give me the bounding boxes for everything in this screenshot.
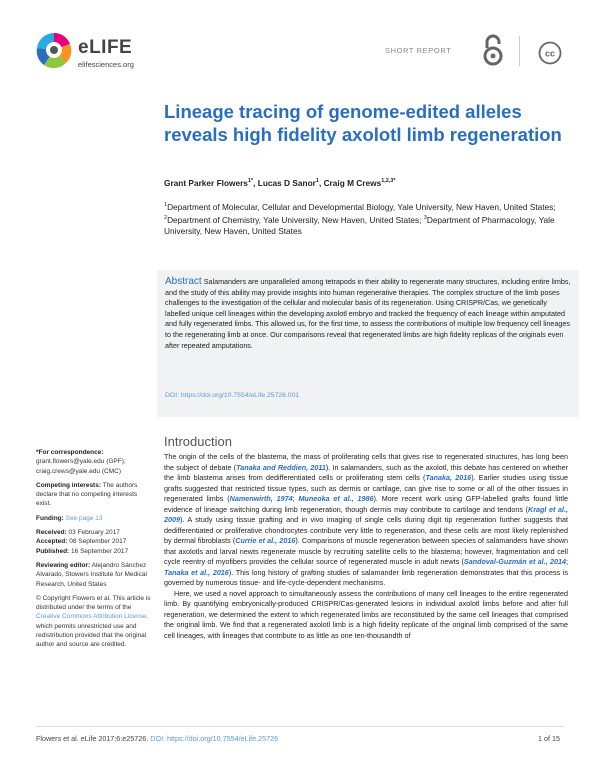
footer-citation-text: Flowers et al. eLife 2017;6:e25726. (36, 734, 149, 743)
header-divider (519, 36, 520, 66)
license-link[interactable]: Creative Commons Attribution License, (36, 613, 149, 621)
affiliation-text: Department of Pharmacology, Yale University, New Haven, United States (164, 214, 555, 237)
copyright-icon: © (36, 594, 41, 602)
published-date: 16 September 2017 (71, 547, 129, 555)
brand-url: elifesciences.org (78, 60, 134, 69)
reviewing-editor-label: Reviewing editor: (36, 561, 91, 569)
intro-text: ). More recent work using GFP-labelled grafts found little evidence of lineage switching during limb regeneration, though dermis may contribute to cartilage and tendons ( (164, 494, 568, 514)
intro-paragraph-1 (164, 452, 568, 589)
citation-link[interactable]: Tanaka, 2016 (425, 473, 472, 482)
author-affiliation-mark: 1 (315, 178, 319, 185)
received-date: 03 February 2017 (68, 529, 120, 537)
page-number: 1 of 15 (538, 734, 560, 743)
abstract-label: Abstract (165, 276, 202, 287)
copyright-text: Copyright Flowers et al. This article is distributed under the terms of the (36, 594, 151, 612)
introduction-body (164, 452, 568, 641)
intro-text: ). A study using tissue grafting and in vivo imaging of single cells during digit tip regeneration further suggests that dedifferentiated or proliferative chondrocytes contribute very little to regeneration, and these cells are most likely replenished by dermal fibroblasts ( (164, 515, 568, 545)
footer-rule (36, 726, 564, 727)
citation-link[interactable]: Sandoval-Guzmán et al., 2014 (463, 557, 566, 566)
creative-commons-icon (538, 41, 562, 65)
competing-interests-text: The authors declare that no competing interests exist. (36, 481, 138, 508)
intro-text: ). This long history of grafting studies of salamander limb regeneration demonstrates that this process is governed by numerous tissue- and life-cycle-dependent mechanisms. (164, 567, 568, 587)
intro-text: ; (566, 557, 568, 566)
funding-link[interactable]: See page 13 (65, 514, 103, 522)
intro-text: ). Earlier studies using tissue grafts suggested that restricted tissue types, such as dermis or cartilage, can give rise to some or all of the other tissues in regenerated limbs ( (164, 473, 568, 503)
competing-interests-label: Competing interests: (36, 481, 102, 489)
citation-link[interactable]: Tanaka et al., 2016 (164, 567, 229, 577)
elife-logo-icon (34, 30, 74, 70)
accepted-label: Accepted: (36, 538, 68, 546)
footer-doi-link[interactable]: DOI: https://doi.org/10.7554/eLife.25726 (150, 734, 279, 743)
affiliation-mark: 1 (164, 202, 168, 208)
funding-label: Funding: (36, 514, 64, 522)
section-heading: Introduction (164, 434, 232, 449)
citation-link[interactable]: Namenwirth, 1974 (229, 494, 293, 503)
author-affiliation-mark: 1,2,3* (381, 178, 396, 185)
author-name[interactable]: Craig M Crews (323, 178, 382, 188)
abstract (165, 277, 573, 351)
svg-text:cc: cc (544, 48, 556, 59)
citation-link[interactable]: Muneoka et al., 1986 (298, 494, 374, 503)
published-label: Published: (36, 547, 70, 555)
correspondence-emails[interactable]: grant.flowers@yale.edu (GPF); craig.crews@yale.edu (CMC) (36, 458, 126, 475)
affiliation-text: Department of Chemistry, Yale University, New Haven, United States; (167, 214, 422, 225)
abstract-doi-link[interactable]: DOI: https://doi.org/10.7554/eLife.25726.001 (165, 392, 300, 399)
intro-paragraph-2: Here, we used a novel approach to simultaneously assess the contributions of many cell lineages to the entire regenerated limb. By quantifying embryonically-produced CRISPR/Cas-generated lesions in individual axolotl limbs before and after full regeneration, we determined the extent to which regenerated limbs are reconstituted by the same cell lineages that comprised the original limb. We find that a regenerated axolotl limb is a high fidelity replicate of the original limb comprised of the same cell lineages, with lineages that contribute to as little as one ten-thousandth of (164, 588, 568, 640)
accepted-date: 08 September 2017 (69, 538, 127, 546)
reviewing-editor-text: Alejandro Sánchez Alvarado, Stowers Institute for Medical Research, United States (36, 561, 147, 588)
citation-link[interactable]: Tanaka and Reddien, 2011 (236, 462, 326, 472)
intro-text: ). Comparisons of muscle regeneration between species of salamanders have shown that axolotls and larval newts regenerate muscle by recruiting satellite cells to the blastema; however, fragmentation and cell cycle reentry of myofibers provides the cellular source of regenerated muscle in adult newts ( (164, 536, 569, 566)
author-list: Grant Parker Flowers$^{1*}$, Lucas D Sanor$^1$, Craig M Crews$^{1,2,3*}$ (164, 178, 396, 188)
sidebar-metadata (36, 448, 152, 655)
open-access-icon (481, 34, 505, 66)
copyright-text-2: which permits unrestricted use and redistribution provided that the original author and source are credited. (36, 622, 147, 649)
citation-link[interactable]: Kragl et al., 2009 (164, 504, 568, 524)
citation-link[interactable]: Currie et al., 2016 (235, 536, 296, 545)
intro-text: ; (292, 494, 299, 503)
intro-text: The origin of the cells of the blastema, the mass of proliferating cells that gives rise to regenerated structures, has long been the subject of debate ( (164, 452, 568, 472)
footer-citation (36, 734, 278, 743)
received-label: Received: (36, 529, 67, 537)
affiliation-mark: 3 (423, 215, 427, 222)
article-title: Lineage tracing of genome-edited alleles reveals high fidelity axolotl limb regeneration (164, 101, 562, 145)
author-affiliation-mark: 1* (247, 178, 254, 185)
intro-text: ). In salamanders, such as the axolotl, this debate has centered on whether the limb blastema arises from dedifferentiated cells or proliferating stem cells ( (164, 462, 569, 482)
brand-name: eLIFE (78, 37, 133, 58)
correspondence-label: *For correspondence: (36, 449, 104, 456)
article-type: SHORT REPORT (385, 46, 452, 55)
affiliation-mark: 2 (164, 215, 168, 222)
affiliation-text: Department of Molecular, Cellular and Developmental Biology, Yale University, New Haven, United States; (167, 201, 556, 212)
abstract-text: Salamanders are unparalleled among tetrapods in their ability to regenerate many structures, including entire limbs, and the study of this ability may provide insights into human regenerative therapies. The complex structure of the limb poses challenges to the investigation of the cellular and molecular basis of its regeneration. Using CRISPR/Cas, we genetically labelled unique cell lineages within the developing axolotl embryo and tracked the frequency of each lineage within amputated and fully regenerated limbs. This allowed us, for the first time, to assess the contributions of multiple low frequency cell lineages to the regenerating limb at once. Our comparisons reveal that regenerated limbs are high fidelity replicas of the originals even after repeated amputations. (165, 277, 571, 350)
author-name[interactable]: Grant Parker Flowers (164, 178, 248, 188)
affiliations (164, 200, 564, 238)
author-name[interactable]: Lucas D Sanor (257, 178, 316, 188)
